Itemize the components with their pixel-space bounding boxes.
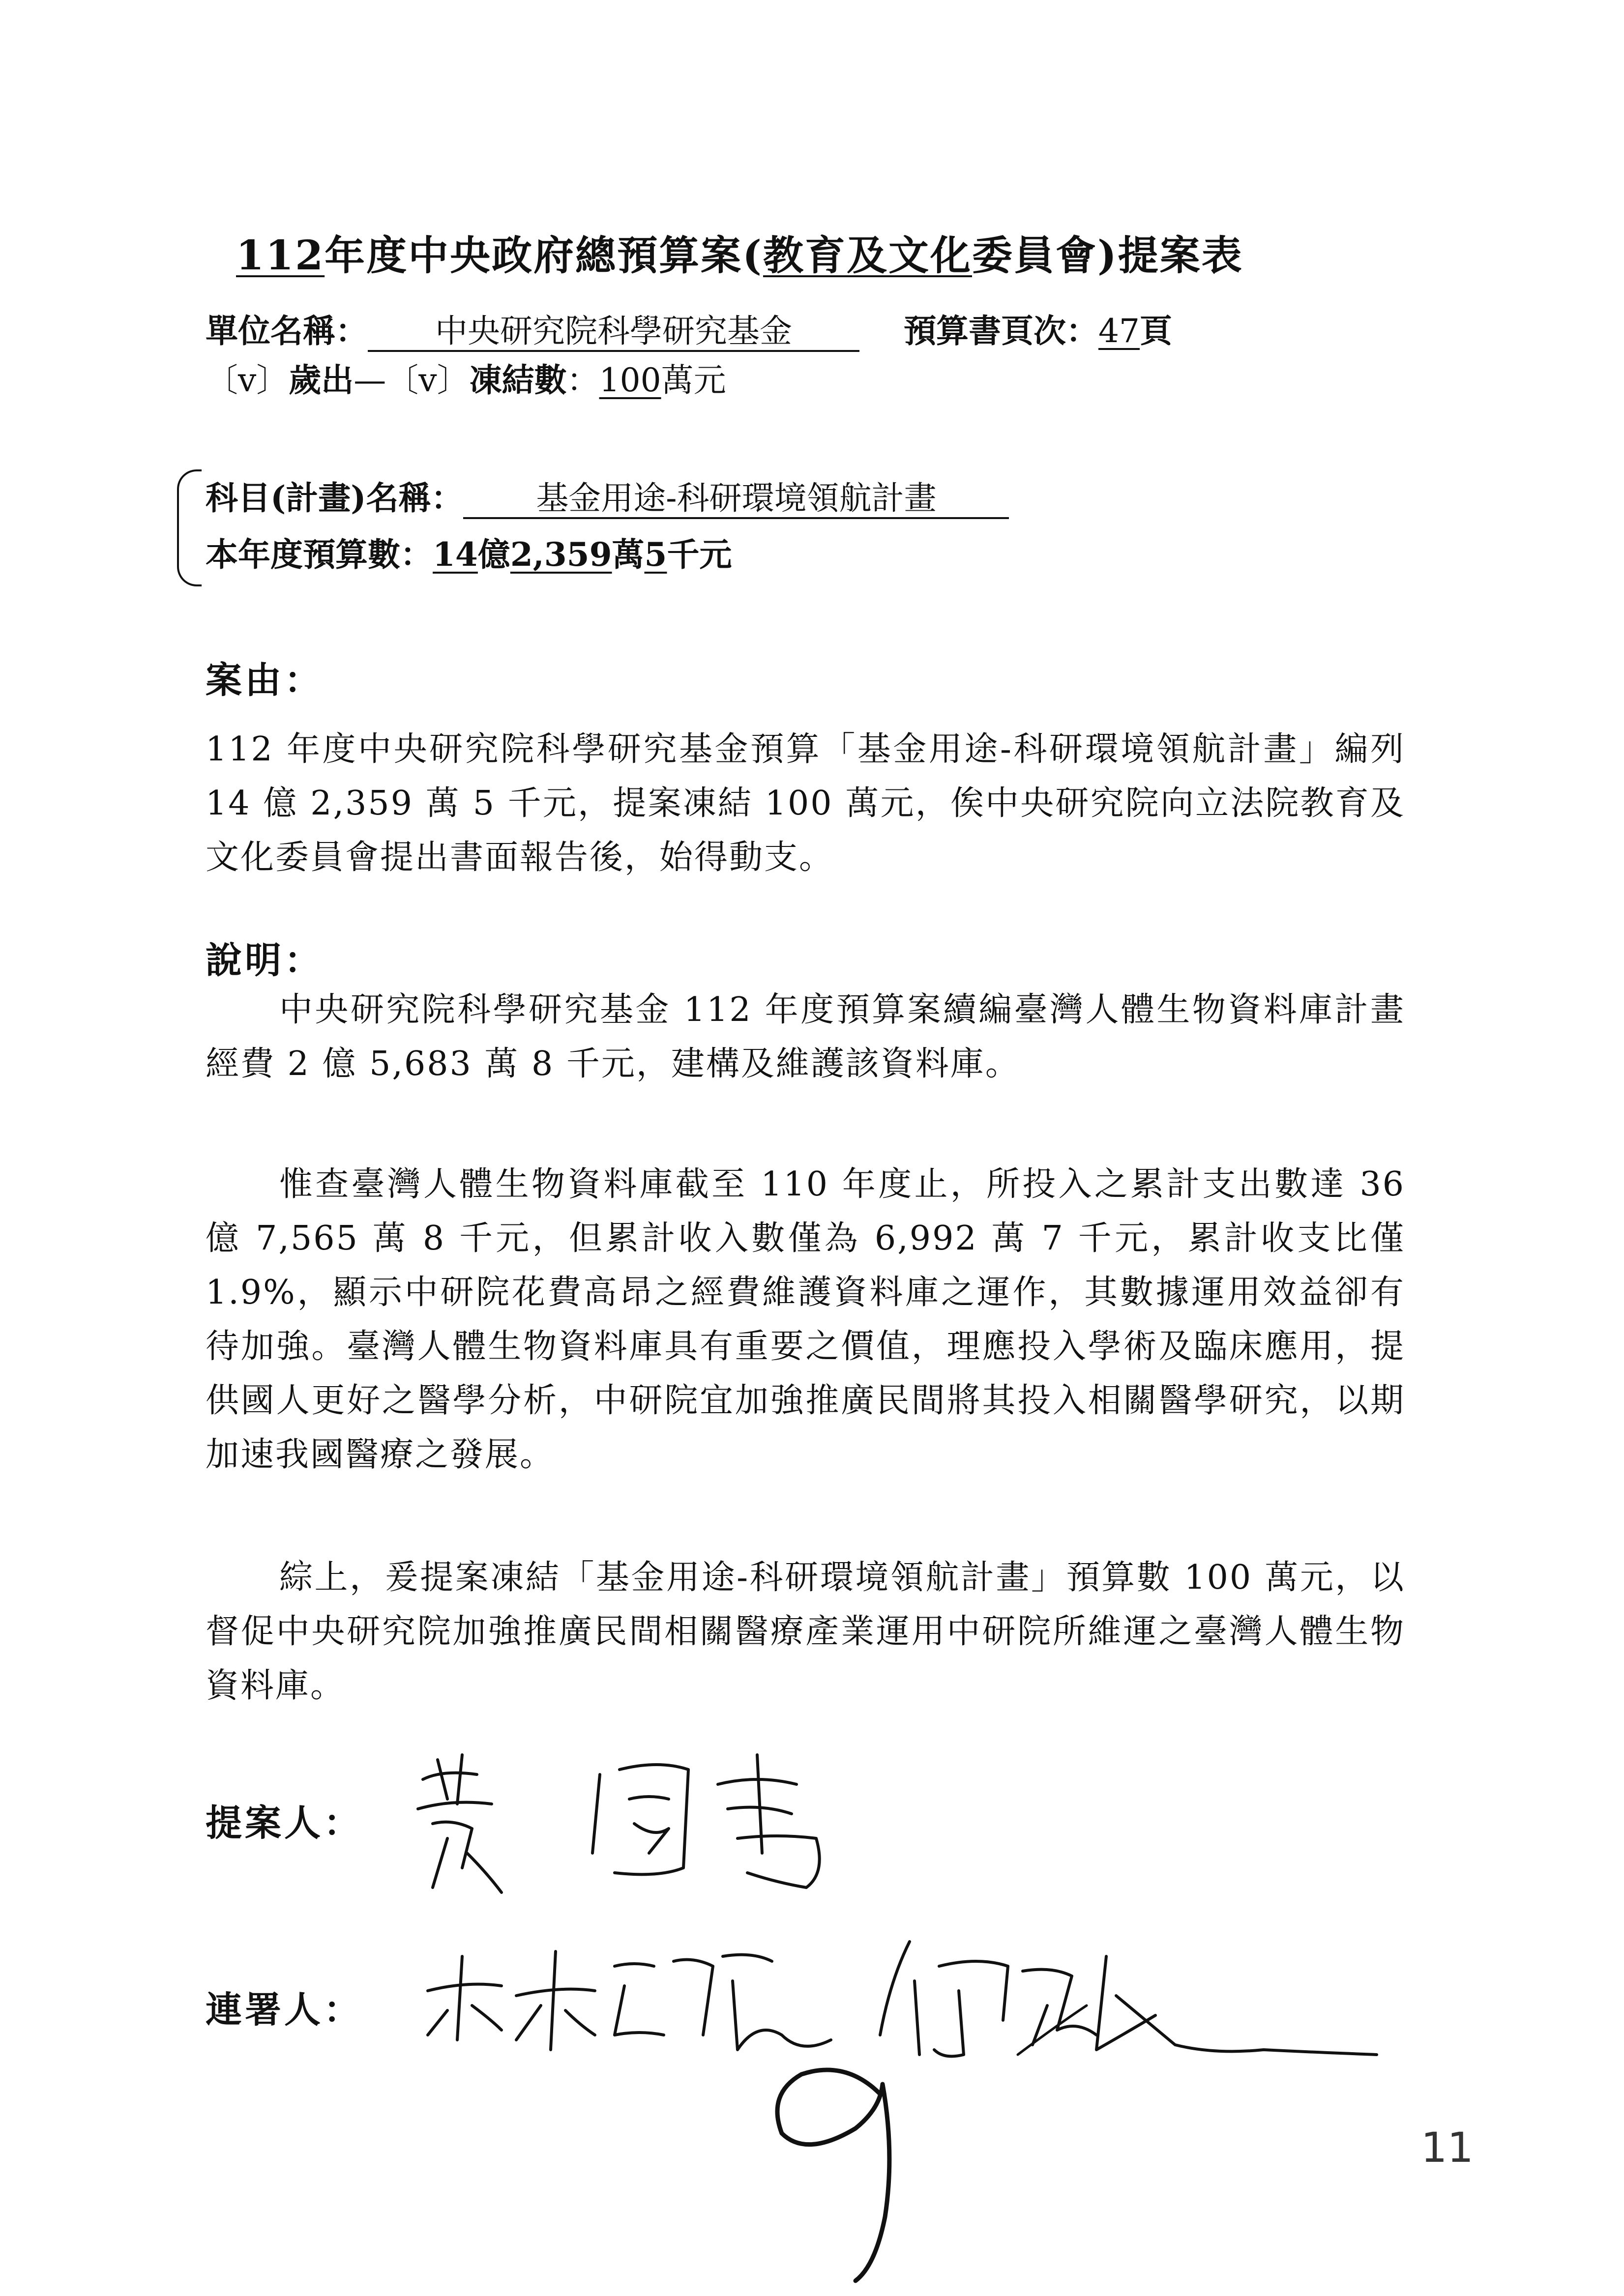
subject-line (206, 472, 1009, 519)
checkbox-freeze: 〔v〕 (386, 361, 470, 399)
freeze-line: 〔v〕歲出—〔v〕凍結數：100萬元 (206, 361, 726, 399)
unit-value: 中央研究院科學研究基金 (368, 313, 859, 352)
freeze-amount: 100 (599, 361, 661, 399)
unit-line (206, 305, 1172, 352)
checkbox-expenditure: 〔v〕 (206, 361, 289, 399)
page-label: 預算書頁次： (904, 312, 1098, 350)
proposer-signature (403, 1740, 895, 1902)
unit-label: 單位名稱： (206, 312, 368, 350)
page-value: 47 (1098, 312, 1140, 350)
reason-text: 112 年度中央研究院科學研究基金預算「基金用途-科研環境領航計畫」編列 14 億 2,359 萬 5 千元，提案凍結 100 萬元，俟中央研究院向立法院教育及文化委員會提出書面報告後，始得動支。 (206, 730, 1405, 877)
budget-line: 本年度預算數：14億2,359萬5千元 (206, 535, 732, 574)
explanation-paragraph-1: 中央研究院科學研究基金 112 年度預算案續編臺灣人體生物資料庫計畫經費 2 億 5,683 萬 8 千元，建構及維護該資料庫。 (206, 990, 1405, 1083)
subject-value: 基金用途-科研環境領航計畫 (463, 480, 1009, 519)
explanation-heading: 說明： (206, 939, 324, 982)
title-committee: 教育及文化 (763, 232, 972, 279)
cosigner-label: 連署人： (206, 1989, 363, 2031)
budget-label: 本年度預算數： (206, 535, 433, 574)
explanation-paragraph-2: 惟查臺灣人體生物資料庫截至 110 年度止，所投入之累計支出數達 36 億 7,565 萬 8 千元，但累計收入數僅為 6,992 萬 7 千元，累計收支比僅 1.9%，顯示中研院花費高昂之經費維護資料庫之運作，其數據運用效益卻有待加強。臺灣人體生物資料庫具有重要之價值，理應投入學術及臨床應用，提供國人更好之醫學分析，中研院宜加強推廣民間將其投入相關醫學研究，以期加速我國醫療之發展。 (206, 1165, 1405, 1474)
title-year: 112 (236, 232, 325, 279)
proposer-label: 提案人： (206, 1802, 363, 1844)
reason-heading: 案由： (206, 659, 324, 701)
handwritten-nine (757, 2055, 915, 2286)
page-number: 11 (1421, 2123, 1474, 2172)
page-unit: 頁 (1139, 312, 1172, 350)
subject-label: 科目(計畫)名稱： (206, 479, 464, 517)
explanation-paragraph-3: 綜上，爰提案凍結「基金用途-科研環境領航計畫」預算數 100 萬元，以督促中央研究院加強推廣民間相關醫療產業運用中研院所維運之臺灣人體生物資料庫。 (206, 1558, 1405, 1705)
document-title: 112年度中央政府總預算案(教育及文化委員會)提案表 (236, 232, 1243, 279)
subject-bracket (177, 469, 202, 586)
